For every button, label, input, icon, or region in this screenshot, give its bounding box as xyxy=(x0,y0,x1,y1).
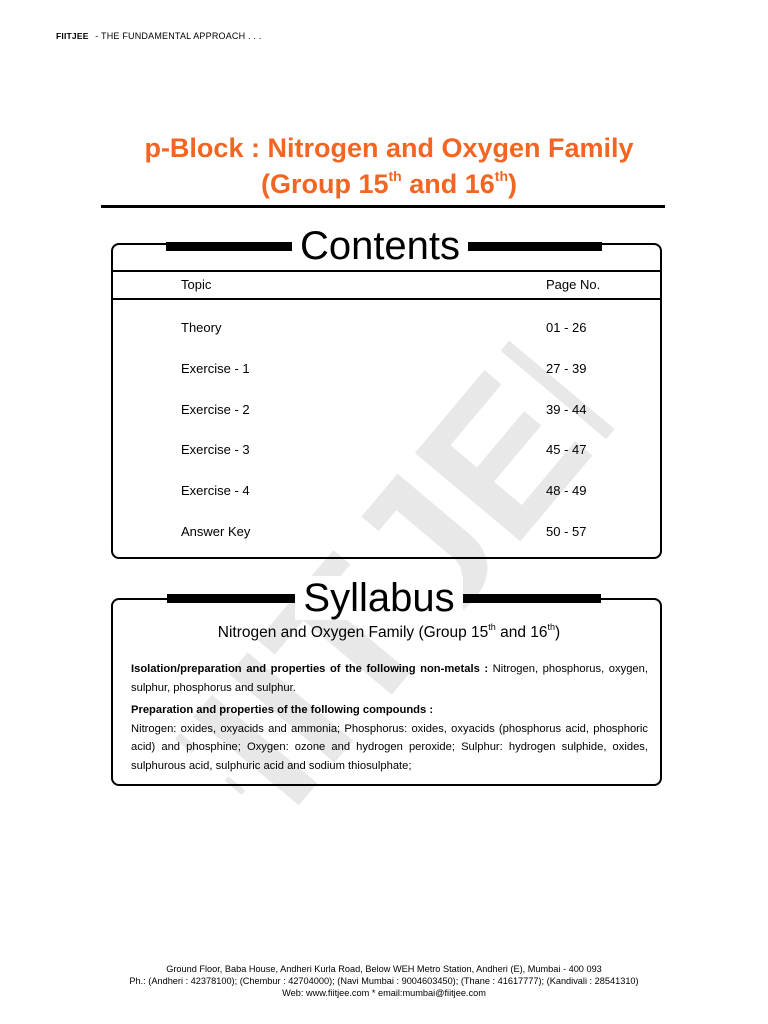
page-header xyxy=(56,31,262,41)
heading-bar-left xyxy=(166,242,292,251)
contents-row-topic: Exercise - 3 xyxy=(181,442,250,457)
contents-row-pages: 45 - 47 xyxy=(546,442,587,457)
heading-bar-right xyxy=(468,242,602,251)
column-header-page: Page No. xyxy=(546,277,601,292)
syllabus-paragraph-heading: Preparation and properties of the following compounds : xyxy=(131,704,434,716)
syllabus-heading-text: Syllabus xyxy=(295,576,462,620)
syllabus-paragraph-heading: Isolation/preparation and properties of the following non-metals : xyxy=(131,663,489,675)
contents-heading-text: Contents xyxy=(292,224,468,268)
syllabus-subtitle: Nitrogen and Oxygen Family (Group 15th and 16th) xyxy=(217,622,561,641)
contents-row-topic: Exercise - 2 xyxy=(181,402,250,417)
contents-row-pages: 27 - 39 xyxy=(546,361,587,376)
watermark-text: FIITJEE xyxy=(138,310,642,850)
syllabus-paragraph: Preparation and properties of the following compounds : Nitrogen: oxides, oxyacids and ammonia; Phosphorus: oxides, oxyacids (phosphorus acid, phosphoric acid) and phosphine; Oxygen: ozone and hydrogen peroxide; Sulphur: hydrogen sulphide, oxides, sulphurous acid, sulphuric acid and sodium thiosulphate; xyxy=(131,704,648,772)
contents-row-topic: Exercise - 1 xyxy=(181,361,250,376)
title-divider xyxy=(101,205,665,208)
contents-row-topic: Answer Key xyxy=(181,524,251,539)
contents-heading xyxy=(0,224,768,268)
contents-row-topic: Theory xyxy=(181,320,222,335)
footer-phones: Ph.: (Andheri : 42378100); (Chembur : 42704000); (Navi Mumbai : 9004603450); (Thane : 41617777); (Kandivali : 28541310) xyxy=(129,976,639,986)
syllabus-heading xyxy=(0,576,768,620)
heading-bar-right xyxy=(463,594,601,603)
table-header-rule xyxy=(113,298,660,300)
brand-name: FIITJEE xyxy=(56,31,89,41)
contents-row-pages: 50 - 57 xyxy=(546,524,587,539)
contents-row-pages: 39 - 44 xyxy=(546,402,587,417)
contents-row-topic: Exercise - 4 xyxy=(181,483,250,498)
heading-bar-left xyxy=(167,594,295,603)
table-top-rule xyxy=(113,270,660,272)
footer-address: Ground Floor, Baba House, Andheri Kurla Road, Below WEH Metro Station, Andheri (E), Mumbai - 400 093 xyxy=(166,964,602,974)
syllabus-paragraph: Isolation/preparation and properties of the following non-metals : Nitrogen, phosphorus, oxygen, sulphur, phosphorus and sulphur. xyxy=(131,663,648,694)
document-title-line1: p-Block : Nitrogen and Oxygen Family xyxy=(144,133,634,163)
contents-row-pages: 01 - 26 xyxy=(546,320,587,335)
document-title-line2: (Group 15th and 16th) xyxy=(261,168,517,199)
footer-web: Web: www.fiitjee.com * email:mumbai@fiitjee.com xyxy=(282,988,486,998)
column-header-topic: Topic xyxy=(181,277,212,292)
header-tagline: - THE FUNDAMENTAL APPROACH . . . xyxy=(95,31,262,41)
contents-row-pages: 48 - 49 xyxy=(546,483,587,498)
